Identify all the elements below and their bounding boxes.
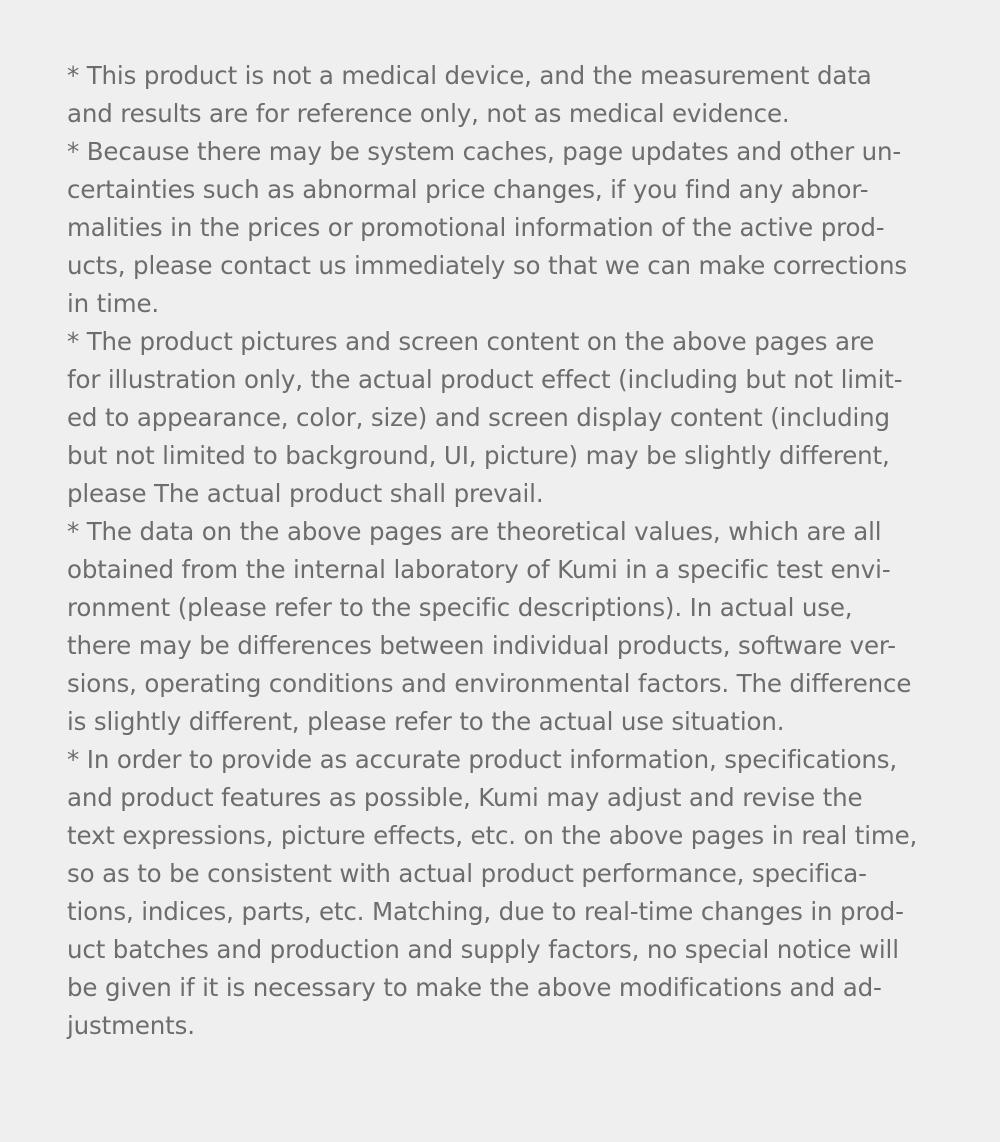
disclaimer-line: ronment (please refer to the specific descriptions). In actual use, (67, 593, 853, 622)
disclaimer-text (0, 57, 1000, 1045)
disclaimer-line: * In order to provide as accurate product information, specifications, (67, 745, 898, 774)
disclaimer-line: uct batches and production and supply factors, no special notice will (67, 935, 899, 964)
disclaimer-line: ed to appearance, color, size) and screen display content (including (67, 403, 890, 432)
disclaimer-line: text expressions, picture effects, etc. on the above pages in real time, (67, 821, 918, 850)
disclaimer-line: but not limited to background, UI, picture) may be slightly different, (67, 441, 890, 470)
disclaimer-line: there may be differences between individual products, software ver- (67, 631, 896, 660)
disclaimer-line: certainties such as abnormal price changes, if you find any abnor- (67, 175, 869, 204)
disclaimer-line: and results are for reference only, not as medical evidence. (67, 99, 790, 128)
disclaimer-line: * The data on the above pages are theoretical values, which are all (67, 517, 882, 546)
disclaimer-line: obtained from the internal laboratory of Kumi in a specific test envi- (67, 555, 891, 584)
disclaimer-line: in time. (67, 289, 160, 318)
disclaimer-line: sions, operating conditions and environmental factors. The difference (67, 669, 912, 698)
disclaimer-line: and product features as possible, Kumi may adjust and revise the (67, 783, 863, 812)
disclaimer-line: please The actual product shall prevail. (67, 479, 544, 508)
disclaimer-line: justments. (67, 1011, 195, 1040)
disclaimer-line: for illustration only, the actual product effect (including but not limit- (67, 365, 903, 394)
disclaimer-line: so as to be consistent with actual product performance, specifica- (67, 859, 867, 888)
disclaimer-line: * This product is not a medical device, and the measurement data (67, 61, 872, 90)
disclaimer-line: * The product pictures and screen content on the above pages are (67, 327, 875, 356)
disclaimer-line: * Because there may be system caches, page updates and other un- (67, 137, 902, 166)
disclaimer-line: be given if it is necessary to make the above modifications and ad- (67, 973, 882, 1002)
disclaimer-line: is slightly different, please refer to the actual use situation. (67, 707, 785, 736)
disclaimer-line: ucts, please contact us immediately so that we can make corrections (67, 251, 907, 280)
disclaimer-line: malities in the prices or promotional information of the active prod- (67, 213, 885, 242)
disclaimer-line: tions, indices, parts, etc. Matching, due to real-time changes in prod- (67, 897, 904, 926)
